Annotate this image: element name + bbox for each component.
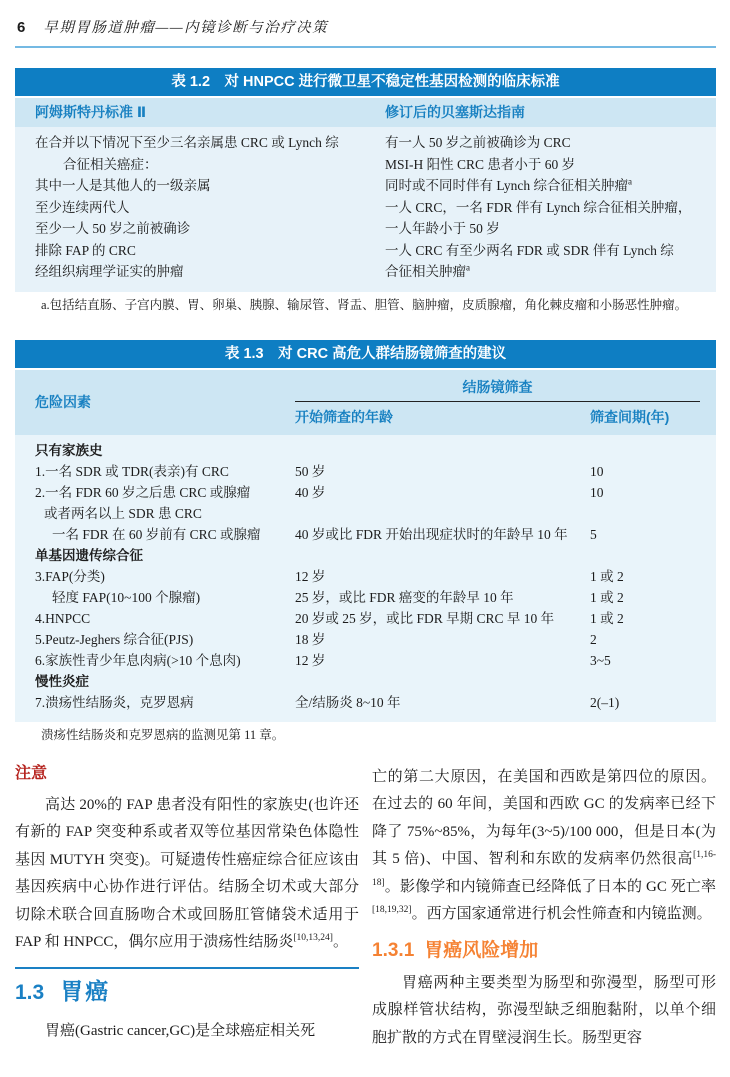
table-row: 至少一人 50 岁之前被确诊 <box>35 221 191 236</box>
bethesda-guideline-header: 修订后的贝塞斯达指南 <box>385 104 525 120</box>
amsterdam-criteria-header: 阿姆斯特丹标准 Ⅱ <box>35 104 147 120</box>
table-row: MSI-H 阳性 CRC 患者小于 60 岁 <box>385 156 576 172</box>
table-section-row: 单基因遗传综合征 <box>35 547 143 563</box>
notice-heading: 注意 <box>15 764 48 782</box>
paragraph-text: 。影像学和内镜筛查已经降低了日本的 GC 死亡率 <box>384 878 716 895</box>
table-row: 2.一名 FDR 60 岁之后患 CRC 或腺瘤 40 岁 10 <box>35 484 604 500</box>
table-section-row: 慢性炎症 <box>35 673 89 689</box>
right-text-column <box>372 764 716 1053</box>
table-row: 1.一名 SDR 或 TDR(表亲)有 CRC 50 岁 10 <box>35 463 604 479</box>
left-text-column <box>15 764 359 1053</box>
section-title: 胃癌 <box>60 977 111 1004</box>
section-divider <box>15 967 359 969</box>
colonoscopy-screening-group <box>295 377 716 427</box>
screening-subheaders <box>295 407 700 427</box>
subsection-title: 胃癌风险增加 <box>424 939 539 961</box>
risk-factor-header: 危险因素 <box>35 393 91 410</box>
paragraph-text: 。西方国家通常进行机会性筛查和内镜监测。 <box>411 906 712 922</box>
bethesda-guideline-column <box>385 132 716 283</box>
start-age-header: 开始筛查的年龄 <box>295 408 393 425</box>
paragraph-text: 。 <box>332 934 348 950</box>
table-1-3-body <box>15 435 716 722</box>
table-row: 轻度 FAP(10~100 个腺瘤) 25 岁，或比 FDR 癌变的年龄早 10 年 1 或 2 <box>52 589 624 605</box>
table-row: 一人 CRC，一名 FDR 伴有 Lynch 综合征相关肿瘤， <box>385 199 692 215</box>
table-row: 一人 CRC 有至少两名 FDR 或 SDR 伴有 Lynch 综 <box>385 242 674 258</box>
table-row <box>385 261 706 283</box>
footnote-marker-a: a <box>628 176 632 187</box>
notice-paragraph <box>15 792 359 957</box>
table-row: 一人年龄小于 50 岁 <box>385 221 500 236</box>
table-1-3-title: 表 1.3 对 CRC 高危人群结肠镜筛查的建议 <box>15 340 716 368</box>
table-row: 其中一人是其他人的一级亲属 <box>35 178 211 193</box>
citation-marker: [1,16-18] <box>372 850 716 888</box>
table-row: 3.FAP(分类) 12 岁 1 或 2 <box>35 568 624 584</box>
table-row: 在合并以下情况下至少三名亲属患 CRC 或 Lynch 综 <box>35 135 339 150</box>
table-row: 4.HNPCC 20 岁或 25 岁，或比 FDR 早期 CRC 早 10 年 1 或 2 <box>35 610 624 626</box>
subsection-paragraph: 胃癌两种主要类型为肠型和弥漫型，肠型可形成腺样管状结构，弥漫型缺乏细胞黏附，以单个细胞扩散的方式在胃壁浸润生长。肠型更容 <box>372 974 716 1046</box>
table-1-3-column-headers <box>15 370 716 435</box>
running-head <box>15 16 716 48</box>
table-row: 7.溃疡性结肠炎，克罗恩病 全/结肠炎 8~10 年 2(–1) <box>35 694 620 710</box>
table-1-2-title: 表 1.2 对 HNPCC 进行微卫星不稳定性基因检测的临床标准 <box>15 68 716 96</box>
table-row <box>385 175 706 197</box>
table-1-2-body <box>15 127 716 292</box>
screening-group-header: 结肠镜筛查 <box>462 378 533 395</box>
footnote-marker-a: a <box>466 262 470 273</box>
table-row: 至少连续两代人 <box>35 199 130 215</box>
table-row: 经组织病理学证实的肿瘤 <box>35 264 184 279</box>
book-title: 早期胃肠道肿瘤——内镜诊断与治疗决策 <box>43 20 329 36</box>
table-row: 有一人 50 岁之前被确诊为 CRC <box>385 135 571 150</box>
amsterdam-criteria-column <box>15 132 385 283</box>
table-1-2-column-headers <box>15 98 716 127</box>
section-paragraph: 胃癌(Gastric cancer,GC)是全球癌症相关死 <box>45 1023 316 1039</box>
table-1-2 <box>15 68 716 313</box>
table-row: 一名 FDR 在 60 岁前有 CRC 或腺瘤 40 岁或比 FDR 开始出现症状时的年龄早 10 年 5 <box>52 526 597 542</box>
table-row: 排除 FAP 的 CRC <box>35 242 136 258</box>
table-row: 6.家族性青少年息肉病(>10 个息肉) 12 岁 3~5 <box>35 652 611 668</box>
subsection-number: 1.3.1 <box>372 939 415 961</box>
table-section-row: 只有家族史 <box>35 442 103 458</box>
section-heading-1-3 <box>15 978 359 1007</box>
table-1-3 <box>15 340 716 743</box>
two-column-text <box>15 764 716 1053</box>
continuation-paragraph <box>372 764 716 929</box>
paragraph-text: 亡的第二大原因，在美国和西欧是第四位的原因。在过去的 60 年间，美国和西欧 GC 的发病率已经下降了 75%~85%，为每年(3~5)/100 000，但是日本(为其 5 倍)、中国、智利和东欧的发病率仍然很高 <box>372 768 716 867</box>
section-number: 1.3 <box>15 980 45 1004</box>
paragraph-text: 高达 20%的 FAP 患者没有阳性的家族史(也许还有新的 FAP 突变种系或者双等位基因常染色体隐性基因 MUTYH 突变)。可疑遗传性癌症综合征应该由基因疾病中心协作进行评估。结肠全切术或大部分切除术联合回直肠吻合术或回肠肛管储袋术适用于 FAP 和 HNPCC，偶尔应用于溃疡性结肠炎 <box>15 796 359 950</box>
interval-header: 筛查间期(年) <box>590 408 670 425</box>
table-1-3-footnote: 溃疡性结肠炎和克罗恩病的监测见第 11 章。 <box>41 727 285 742</box>
row-text: 同时或不同时伴有 Lynch 综合征相关肿瘤 <box>385 178 628 193</box>
citation-marker: [18,19,32] <box>372 905 412 915</box>
page-number: 6 <box>17 19 26 36</box>
row-text: 合征相关肿瘤 <box>385 264 466 279</box>
table-row: 合征相关癌症： <box>63 156 158 172</box>
table-row: 5.Peutz-Jeghers 综合征(PJS) 18 岁 2 <box>35 631 597 647</box>
group-divider <box>295 401 700 402</box>
table-row: 或者两名以上 SDR 患 CRC <box>44 505 202 521</box>
citation-marker: [10,13,24] <box>293 933 333 943</box>
subsection-heading-1-3-1 <box>372 938 716 964</box>
table-1-2-footnote: a.包括结直肠、子宫内膜、胃、卵巢、胰腺、输尿管、肾盂、胆管、脑肿瘤，皮质腺瘤，角化棘皮瘤和小肠恶性肿瘤。 <box>41 297 688 312</box>
